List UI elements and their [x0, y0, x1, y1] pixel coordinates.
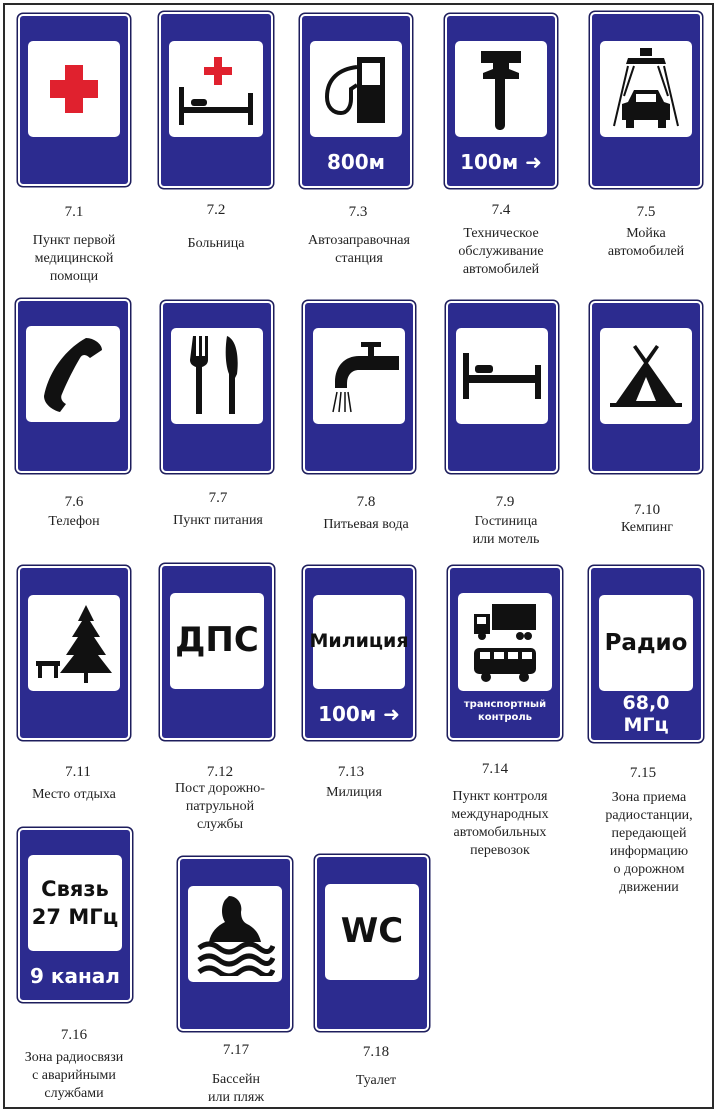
arrow-right-icon: ➜	[525, 150, 542, 174]
sign-7-10	[590, 301, 702, 473]
red-cross-icon	[46, 61, 102, 117]
sign-panel	[170, 593, 264, 689]
sign-number: 7.17	[222, 1042, 250, 1058]
sign-number: 7.12	[206, 764, 234, 780]
sign-caption: Зона приема радиостанции, передающей информацию о дорожном движении	[605, 790, 693, 895]
sign-number: 7.16	[60, 1027, 88, 1043]
sign-7-15	[589, 566, 703, 742]
sign-panel	[458, 593, 552, 691]
sign-caption: Зона радиосвязи с аварийными службами	[24, 1050, 124, 1101]
sign-7-9	[446, 301, 558, 473]
arrow-right-icon: ➜	[383, 702, 400, 726]
sign-7-14	[448, 566, 562, 740]
panel-text: Радио	[604, 629, 688, 656]
panel-text: WC	[340, 911, 404, 952]
sign-7-18	[315, 855, 429, 1031]
sign-7-1	[18, 14, 130, 186]
sign-7-11	[18, 566, 130, 740]
sign-panel	[26, 326, 120, 422]
sub-text: 9 канал	[30, 964, 120, 988]
panel-text: ДПС	[175, 620, 259, 661]
sub-text: 68,0 МГц	[622, 692, 670, 736]
sign-caption: Телефон	[48, 514, 100, 529]
panel-text: Связь 27 МГц	[31, 877, 119, 929]
sign-number: 7.15	[629, 765, 657, 781]
sign-7-16	[18, 828, 132, 1002]
sign-caption: Бассейн или пляж	[207, 1072, 265, 1105]
wrench-icon	[471, 47, 531, 131]
sign-panel	[28, 41, 120, 137]
sign-7-2	[159, 12, 273, 188]
distance-sign	[447, 150, 555, 174]
sign-panel	[188, 886, 282, 982]
sign-7-6	[16, 299, 130, 473]
sign-number: 7.14	[481, 761, 509, 777]
sign-panel	[28, 855, 122, 951]
sign-caption: Гостиница или мотель	[472, 514, 540, 547]
sign-panel	[313, 328, 405, 424]
sign-panel	[600, 328, 692, 424]
distance-sign	[305, 702, 413, 726]
sign-7-12	[160, 564, 274, 740]
sign-panel	[599, 595, 693, 691]
sign-caption: Туалет	[355, 1073, 397, 1088]
sign-7-17	[178, 857, 292, 1031]
truck-bus-icon	[470, 600, 540, 684]
sign-panel	[310, 41, 402, 137]
sign-panel	[28, 595, 120, 691]
sign-7-13	[303, 566, 415, 740]
sign-panel	[600, 41, 692, 137]
sub-text: транспортный контроль	[463, 699, 547, 723]
sign-7-8	[303, 301, 415, 473]
sign-caption: Питьевая вода	[323, 517, 409, 532]
sign-number: 7.8	[356, 494, 376, 510]
bed-icon	[459, 351, 545, 401]
sign-panel	[455, 41, 547, 137]
sign-number: 7.1	[64, 204, 84, 220]
sign-number: 7.2	[206, 202, 226, 218]
distance-label: 100м	[318, 702, 377, 726]
sign-number: 7.9	[495, 494, 515, 510]
fuel-pump-icon	[317, 49, 395, 129]
sign-number: 7.4	[491, 202, 511, 218]
sign-7-4	[445, 14, 557, 188]
sign-caption: Кемпинг	[620, 520, 674, 535]
sign-panel	[309, 595, 409, 689]
tree-bench-icon	[32, 601, 116, 685]
sign-number: 7.10	[633, 502, 661, 518]
sign-number: 7.6	[64, 494, 84, 510]
sign-caption: Автозаправочная станция	[308, 233, 410, 266]
sign-panel	[325, 884, 419, 980]
water-tap-icon	[315, 336, 403, 416]
panel-text: Милиция	[309, 630, 409, 653]
hospital-bed-icon	[173, 49, 259, 129]
sign-number: 7.7	[208, 490, 228, 506]
sign-7-5	[590, 12, 702, 188]
sign-number: 7.3	[348, 204, 368, 220]
telephone-icon	[38, 334, 108, 414]
distance-label: 800м	[326, 150, 386, 174]
sign-7-3	[300, 14, 412, 188]
sign-caption: Милиция	[326, 785, 382, 800]
swimmer-icon	[195, 892, 275, 976]
sign-number: 7.18	[362, 1044, 390, 1060]
sign-caption: Место отдыха	[32, 787, 116, 802]
tent-icon	[606, 341, 686, 411]
sign-caption: Техническое обслуживание автомобилей	[458, 226, 544, 277]
sign-number: 7.5	[636, 204, 656, 220]
sign-caption: Больница	[187, 236, 245, 251]
sign-panel	[456, 328, 548, 424]
sign-caption: Мойка автомобилей	[607, 226, 685, 259]
sign-number: 7.13	[337, 764, 365, 780]
sign-7-7	[161, 301, 273, 473]
sign-panel	[171, 328, 263, 424]
sign-caption: Пост дорожно- патрульной службы	[175, 781, 265, 832]
fork-knife-icon	[187, 334, 247, 418]
sign-caption: Пункт питания	[173, 513, 263, 528]
sign-caption: Пункт первой медицинской помощи	[32, 233, 116, 284]
sign-number: 7.11	[65, 764, 91, 780]
car-wash-icon	[604, 46, 688, 132]
sign-panel	[169, 41, 263, 137]
sign-caption: Пункт контроля международных автомобильных перевозок	[451, 789, 549, 858]
distance-label: 100м	[460, 150, 519, 174]
